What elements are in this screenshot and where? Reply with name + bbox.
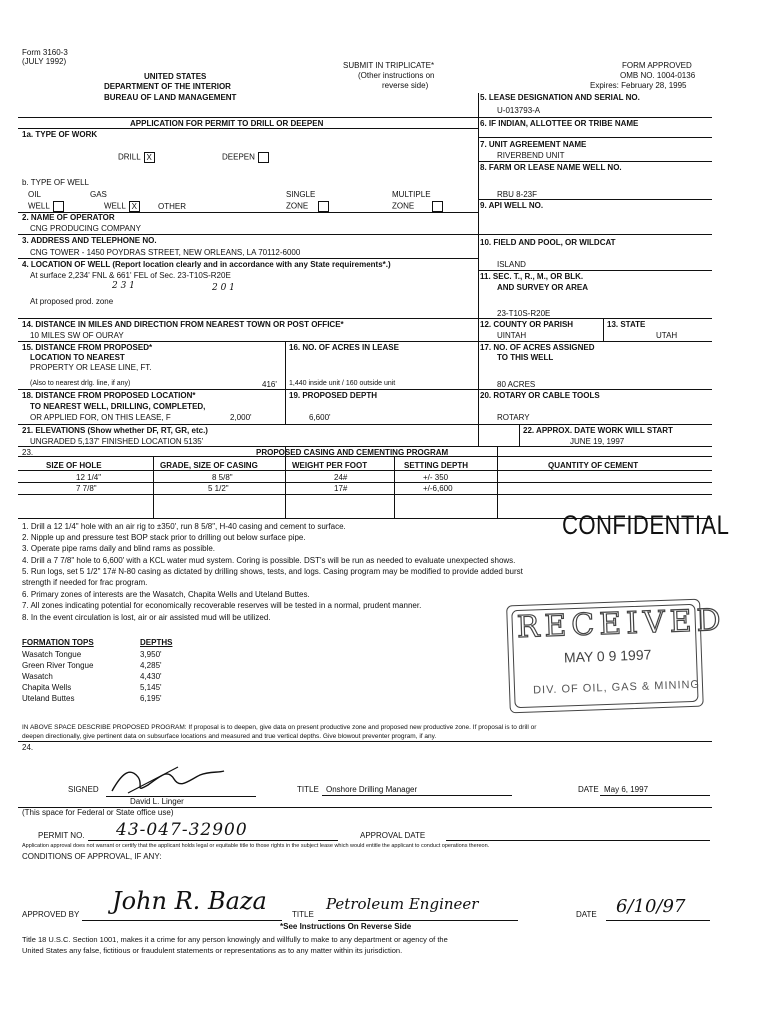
field-19-value: 6,600' xyxy=(309,413,331,422)
received-stamp-date: MAY 0 9 1997 xyxy=(563,646,652,666)
approver-signature: John R. Baza xyxy=(112,887,267,915)
formation-name: Green River Tongue xyxy=(22,661,94,670)
formation-depth: 3,950' xyxy=(140,650,162,659)
approver-title-label: TITLE xyxy=(292,910,314,919)
field-17-label: 17. NO. OF ACRES ASSIGNED xyxy=(480,343,595,352)
signer-signature xyxy=(108,763,226,797)
form-number: Form 3160-3 xyxy=(22,48,68,57)
field-7-label: 7. UNIT AGREEMENT NAME xyxy=(480,140,587,149)
field-16-label: 16. NO. OF ACRES IN LEASE xyxy=(289,343,399,352)
field-12-label: 12. COUNTY OR PARISH xyxy=(480,320,574,329)
field-19-label: 19. PROPOSED DEPTH xyxy=(289,391,378,400)
formation-depth: 4,285' xyxy=(140,661,162,670)
usc-notice-line-2: United States any false, fictitious or fraudulent statements or representations as to any matter within its jurisdiction. xyxy=(22,946,403,955)
formation-depth: 6,195' xyxy=(140,694,162,703)
approval-disclaimer: Application approval does not warrant or certify that the applicant holds legal or equitable title to those rights in the subject lease which would entitle the applicant to conduct operations thereon. xyxy=(22,843,490,849)
agency-line-2: DEPARTMENT OF THE INTERIOR xyxy=(104,82,231,91)
field-14-value: 10 MILES SW OF OURAY xyxy=(30,331,124,340)
other-label: OTHER xyxy=(158,202,186,211)
formation-name: Wasatch xyxy=(22,672,53,681)
single-zone-option xyxy=(286,201,329,212)
handwritten-note-2: 2 0 1 xyxy=(212,283,235,293)
casing-r2-depth: +/-6,600 xyxy=(423,484,453,493)
oil-well-option xyxy=(28,201,64,212)
formation-tops-header: FORMATION TOPS xyxy=(22,638,94,647)
field-18-label-2: TO NEAREST WELL, DRILLING, COMPLETED, xyxy=(30,402,206,411)
casing-header-weight: WEIGHT PER FOOT xyxy=(292,461,368,470)
field-10-label: 10. FIELD AND POOL, OR WILDCAT xyxy=(480,238,616,247)
conditions-label: CONDITIONS OF APPROVAL, IF ANY: xyxy=(22,852,162,861)
casing-r1-hole: 12 1/4" xyxy=(76,473,102,482)
casing-r1-grade: 8 5/8" xyxy=(212,473,233,482)
field-15-label-2: LOCATION TO NEAREST xyxy=(30,353,125,362)
field-20-label: 20. ROTARY OR CABLE TOOLS xyxy=(480,391,600,400)
submit-triplicate: SUBMIT IN TRIPLICATE* xyxy=(343,61,435,70)
received-stamp xyxy=(506,599,727,718)
well-surface-location: At surface 2,234' FNL & 661' FEL of Sec. 23-T10S-R20E xyxy=(30,271,231,280)
permit-number-label: PERMIT NO. xyxy=(38,831,85,840)
field-7-value: RIVERBEND UNIT xyxy=(497,151,565,160)
casing-program-title: PROPOSED CASING AND CEMENTING PROGRAM xyxy=(256,448,449,457)
program-step-5: 5. Run logs, set 5 1/2" 17# N-80 casing as dictated by drilling shows, tests, and logs. Casing program may be modified to provide added burst xyxy=(22,567,523,576)
program-step-5-cont: strength if needed for frac program. xyxy=(22,578,148,587)
formation-depth: 4,430' xyxy=(140,672,162,681)
field-8-label: 8. FARM OR LEASE NAME WELL NO. xyxy=(480,163,622,172)
received-stamp-word: RECEIVED xyxy=(516,602,727,646)
field-11-label-2: AND SURVEY OR AREA xyxy=(497,283,588,292)
approver-date-value: 6/10/97 xyxy=(616,896,686,917)
field-3-label: 3. ADDRESS AND TELEPHONE NO. xyxy=(22,236,157,245)
multiple-label: MULTIPLE xyxy=(392,190,431,199)
form-approved: FORM APPROVED xyxy=(622,61,692,70)
handwritten-note-1: 2 3 1 xyxy=(112,281,135,291)
drill-option xyxy=(118,152,155,163)
field-8-value: RBU 8-23F xyxy=(497,190,538,199)
field-15-label-3: PROPERTY OR LEASE LINE, FT. xyxy=(30,363,152,372)
field-10-value: ISLAND xyxy=(497,260,526,269)
signed-label: SIGNED xyxy=(68,785,99,794)
form-date: (JULY 1992) xyxy=(22,57,67,66)
depths-header: DEPTHS xyxy=(140,638,173,647)
field-9-label: 9. API WELL NO. xyxy=(480,201,544,210)
field-15-value: 416' xyxy=(262,380,277,389)
field-13-label: 13. STATE xyxy=(607,320,646,329)
signed-date-value: May 6, 1997 xyxy=(604,785,649,794)
field-18-label-3: OR APPLIED FOR, ON THIS LEASE, F xyxy=(30,413,171,422)
field-11-label: 11. SEC. T., R., M., OR BLK. xyxy=(480,272,584,281)
type-of-well-label: b. TYPE OF WELL xyxy=(22,178,89,187)
field-1a-label: 1a. TYPE OF WORK xyxy=(22,130,98,139)
agency-line-3: BUREAU OF LAND MANAGEMENT xyxy=(104,93,237,102)
omb-number: OMB NO. 1004-0136 xyxy=(620,71,696,80)
multiple-zone-option xyxy=(392,201,443,212)
field-4-label: 4. LOCATION OF WELL (Report location clearly and in accordance with any State requirements*.) xyxy=(22,260,391,269)
field-16-value: 1,440 inside unit / 160 outside unit xyxy=(289,380,396,387)
casing-r1-weight: 24# xyxy=(334,473,348,482)
confidential-mark: CONFIDENTIAL xyxy=(562,510,730,540)
program-step-1: 1. Drill a 12 1/4" hole with an air rig to ±350', run 8 5/8", H-40 casing and cement to surface. xyxy=(22,522,346,531)
gas-well-checkbox[interactable]: X xyxy=(129,201,140,212)
field-3-value: CNG TOWER - 1450 POYDRAS STREET, NEW ORLEANS, LA 70112-6000 xyxy=(30,248,301,257)
casing-r2-weight: 17# xyxy=(334,484,348,493)
oil-well-checkbox[interactable] xyxy=(53,201,64,212)
program-step-7: 7. All zones indicating potential for economically recoverable reserves will be tested in a normal, prudent manner. xyxy=(22,601,422,610)
signer-name: David L. Linger xyxy=(130,797,184,806)
formation-name: Wasatch Tongue xyxy=(22,650,82,659)
field-17-value: 80 ACRES xyxy=(497,380,536,389)
program-step-4: 4. Drill a 7 7/8" hole to 6,600' with a KCL water mud system. Coring is possible. DST's will be run as needed to evaluate unexpected shows. xyxy=(22,556,516,565)
see-instructions: *See Instructions On Reverse Side xyxy=(280,922,412,931)
oil-well-label: WELL xyxy=(28,201,50,211)
multiple-zone-checkbox[interactable] xyxy=(432,201,443,212)
gas-well-label: WELL xyxy=(104,201,126,211)
program-step-8: 8. In the event circulation is lost, air or air assisted mud will be utilized. xyxy=(22,613,271,622)
oil-label: OIL xyxy=(28,190,41,199)
deepen-checkbox[interactable] xyxy=(258,152,269,163)
casing-header-cement: QUANTITY OF CEMENT xyxy=(548,461,639,470)
signed-date-label: DATE xyxy=(578,785,599,794)
formation-name: Chapita Wells xyxy=(22,683,72,692)
deepen-option xyxy=(222,152,269,163)
permit-number-value: 43-047-32900 xyxy=(116,820,248,840)
gas-well-option xyxy=(104,201,140,212)
received-stamp-division: DIV. OF OIL, GAS & MINING xyxy=(532,678,701,697)
drill-checkbox[interactable]: X xyxy=(144,152,155,163)
casing-header-hole: SIZE OF HOLE xyxy=(46,461,102,470)
field-21-label: 21. ELEVATIONS (Show whether DF, RT, GR, etc.) xyxy=(22,426,208,435)
above-space-line-1: IN ABOVE SPACE DESCRIBE PROPOSED PROGRAM: If proposal is to deepen, give data on present productive zone and proposed new productive zone. If proposal is to drill or xyxy=(22,724,537,731)
single-zone-checkbox[interactable] xyxy=(318,201,329,212)
field-18-value: 2,000' xyxy=(230,413,252,422)
approver-date-label: DATE xyxy=(576,910,597,919)
formation-name: Uteland Buttes xyxy=(22,694,75,703)
program-step-3: 3. Operate pipe rams daily and blind rams as possible. xyxy=(22,544,215,553)
field-6-label: 6. IF INDIAN, ALLOTTEE OR TRIBE NAME xyxy=(480,119,639,128)
field-17-label-2: TO THIS WELL xyxy=(497,353,554,362)
field-5-label: 5. LEASE DESIGNATION AND SERIAL NO. xyxy=(480,93,640,102)
casing-r2-hole: 7 7/8" xyxy=(76,484,97,493)
submit-instructions: (Other instructions on xyxy=(358,71,435,80)
formation-depth: 5,145' xyxy=(140,683,162,692)
usc-notice-line-1: Title 18 U.S.C. Section 1001, makes it a crime for any person knowingly and willfully to make to any department or agency of the xyxy=(22,935,448,944)
casing-header-depth: SETTING DEPTH xyxy=(404,461,469,470)
casing-header-grade: GRADE, SIZE OF CASING xyxy=(160,461,258,470)
submit-reverse: reverse side) xyxy=(382,81,429,90)
gas-label: GAS xyxy=(90,190,107,199)
field-12-value: UINTAH xyxy=(497,331,527,340)
casing-r2-grade: 5 1/2" xyxy=(208,484,229,493)
form-title: APPLICATION FOR PERMIT TO DRILL OR DEEPEN xyxy=(130,119,324,128)
agency-line-1: UNITED STATES xyxy=(144,72,207,81)
field-22-value: JUNE 19, 1997 xyxy=(570,437,625,446)
multiple-zone-label: ZONE xyxy=(392,201,415,211)
field-18-label: 18. DISTANCE FROM PROPOSED LOCATION* xyxy=(22,391,196,400)
field-15-label: 15. DISTANCE FROM PROPOSED* xyxy=(22,343,153,352)
approval-date-label: APPROVAL DATE xyxy=(360,831,426,840)
field-5-value: U-013793-A xyxy=(497,106,541,115)
above-space-line-2: deepen directionally, give pertinent data on subsurface locations and measured and true vertical depths. Give blowout preventer program, if any. xyxy=(22,733,437,740)
approved-by-label: APPROVED BY xyxy=(22,910,80,919)
item-23-label: 23. xyxy=(22,448,34,457)
field-21-value: UNGRADED 5,137' FINISHED LOCATION 5135' xyxy=(30,437,204,446)
deepen-label: DEEPEN xyxy=(222,152,255,162)
signed-title-value: Onshore Drilling Manager xyxy=(326,785,418,794)
item-24-label: 24. xyxy=(22,743,34,752)
field-15-note: (Also to nearest drlg. line, if any) xyxy=(30,380,131,387)
drill-label: DRILL xyxy=(118,152,141,162)
field-22-label: 22. APPROX. DATE WORK WILL START xyxy=(523,426,673,435)
federal-office-use: (This space for Federal or State office use) xyxy=(22,808,174,817)
signed-title-label: TITLE xyxy=(297,785,319,794)
field-14-label: 14. DISTANCE IN MILES AND DIRECTION FROM NEAREST TOWN OR POST OFFICE* xyxy=(22,320,344,329)
form-expires: Expires: February 28, 1995 xyxy=(590,81,687,90)
field-2-value: CNG PRODUCING COMPANY xyxy=(30,224,141,233)
program-step-2: 2. Nipple up and pressure test BOP stack prior to drilling out below surface pipe. xyxy=(22,533,306,542)
single-label: SINGLE xyxy=(286,190,316,199)
field-11-value: 23-T10S-R20E xyxy=(497,309,551,318)
field-2-label: 2. NAME OF OPERATOR xyxy=(22,213,115,222)
approver-title-value: Petroleum Engineer xyxy=(326,895,479,913)
field-13-value: UTAH xyxy=(656,331,678,340)
single-zone-label: ZONE xyxy=(286,201,309,211)
program-step-6: 6. Primary zones of interests are the Wasatch, Chapita Wells and Uteland Buttes. xyxy=(22,590,310,599)
proposed-prod-zone: At proposed prod. zone xyxy=(30,297,114,306)
field-20-value: ROTARY xyxy=(497,413,530,422)
casing-r1-depth: +/- 350 xyxy=(423,473,449,482)
